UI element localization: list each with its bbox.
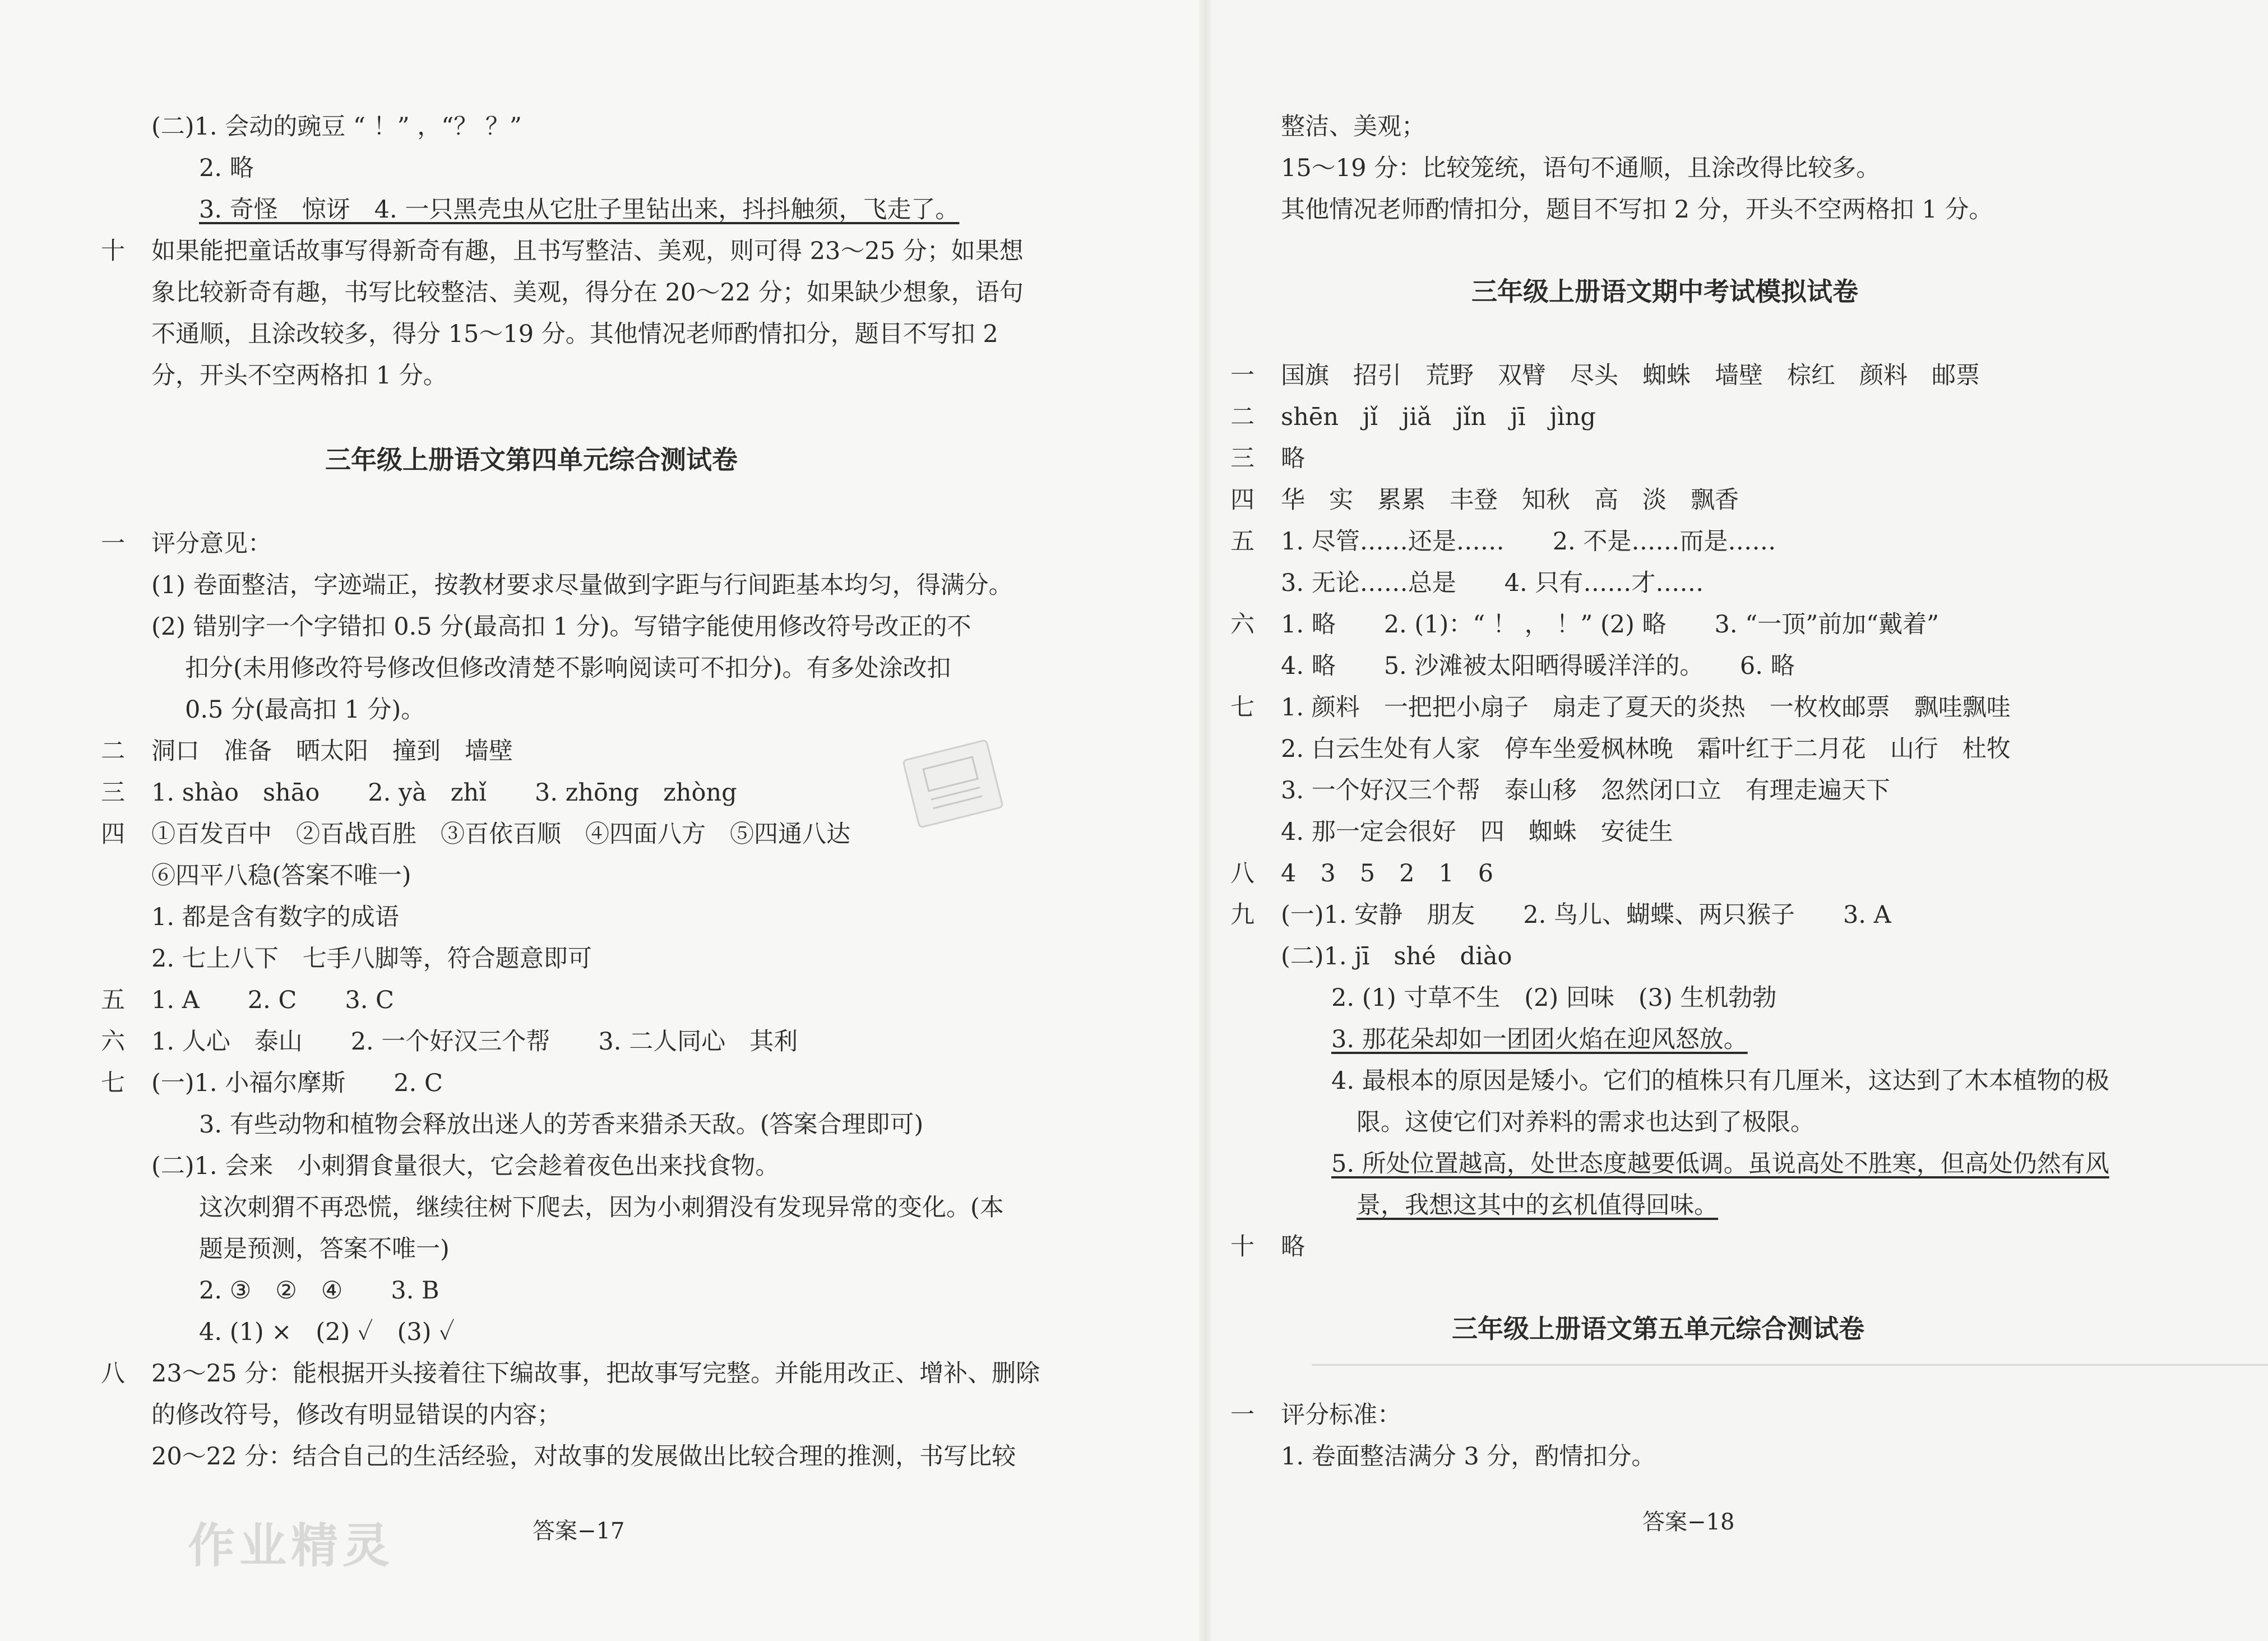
question-number: 十: [101, 237, 125, 265]
answer-line: 略: [1281, 445, 1305, 473]
question-number: 一: [1230, 362, 1255, 390]
answer-line: 限。这使它们对养料的需求也达到了极限。: [1357, 1108, 1815, 1136]
answer-line: 略: [1281, 1233, 1305, 1261]
question-number: 十: [1230, 1233, 1255, 1261]
answer-line: 3. 一个好汉三个帮 泰山移 忽然闭口立 有理走遍天下: [1281, 776, 1890, 805]
question-number: 四: [101, 820, 125, 848]
answer-line: 景，我想这其中的玄机值得回味。: [1357, 1191, 1718, 1219]
answer-line: 3. 那花朵却如一团团火焰在迎风怒放。: [1331, 1025, 1748, 1053]
answer-line: ①百发百中 ②百战百胜 ③百依百顺 ④四面八方 ⑤四通八达: [151, 820, 850, 848]
question-number: 三: [101, 779, 125, 807]
answer-line: shēn jǐ jiǎ jǐn jī jìng: [1281, 403, 1596, 431]
answer-line: 5. 所处位置越高，处世态度越要低调。虽说高处不胜寒，但高处仍然有风: [1331, 1150, 2109, 1178]
answer-line: 15～19 分：比较笼统，语句不通顺，且涂改得比较多。: [1281, 154, 1881, 182]
page-number: 答案−18: [1642, 1509, 1735, 1535]
answer-line: 2. ③ ② ④ 3. B: [199, 1277, 439, 1305]
answer-line: 4. 最根本的原因是矮小。它们的植株只有几厘米，这达到了木本植物的极: [1331, 1067, 2109, 1095]
answer-line: 3. 无论……总是 4. 只有……才……: [1281, 569, 1704, 597]
answer-line: 整洁、美观；: [1281, 113, 1425, 141]
answer-line: ⑥四平八稳(答案不唯一): [151, 862, 411, 890]
answer-line: (1) 卷面整洁，字迹端正，按教材要求尽量做到字距与行间距基本均匀，得满分。: [151, 571, 1013, 599]
answer-line: 1. 卷面整洁满分 3 分，酌情扣分。: [1281, 1443, 1656, 1471]
answer-line: 0.5 分(最高扣 1 分)。: [185, 696, 425, 724]
question-number: 一: [101, 530, 125, 558]
watermark: 作业精灵: [188, 1518, 395, 1573]
question-number: 七: [101, 1069, 125, 1097]
section-title: 三年级上册语文期中考试模拟试卷: [1471, 276, 1858, 307]
question-number: 五: [1230, 528, 1255, 556]
question-number: 六: [101, 1028, 125, 1056]
answer-line: 其他情况老师酌情扣分，题目不写扣 2 分，开头不空两格扣 1 分。: [1281, 196, 1993, 224]
answer-line: 4. 略 5. 沙滩被太阳晒得暖洋洋的。 6. 略: [1281, 652, 1795, 680]
answer-line: 4. 那一定会很好 四 蜘蛛 安徒生: [1281, 818, 1673, 846]
question-number: 三: [1230, 445, 1255, 473]
answer-line: 分，开头不空两格扣 1 分。: [151, 362, 447, 390]
divider: [1312, 1364, 2268, 1366]
answer-line: 1. A 2. C 3. C: [151, 986, 394, 1014]
answer-line: 2. (1) 寸草不生 (2) 回味 (3) 生机勃勃: [1331, 984, 1777, 1012]
answer-line: (2) 错别字一个字错扣 0.5 分(最高扣 1 分)。写错字能使用修改符号改正的不: [151, 613, 971, 641]
answer-line: 洞口 准备 晒太阳 撞到 墙壁: [151, 737, 513, 765]
answer-line: 4 3 5 2 1 6: [1281, 859, 1494, 887]
answer-line: 20～22 分：结合自己的生活经验，对故事的发展做出比较合理的推测，书写比较: [151, 1443, 1016, 1471]
answer-line: 不通顺，且涂改较多，得分 15～19 分。其他情况老师酌情扣分，题目不写扣 2: [151, 320, 998, 348]
answer-line: 评分标准：: [1281, 1401, 1401, 1429]
answer-line: 1. 略 2. (1)：“ ！ ， ！” (2) 略 3. “一顶”前加“戴着”: [1281, 611, 1940, 639]
answer-line: (一)1. 小福尔摩斯 2. C: [151, 1069, 443, 1097]
answer-line: 1. 人心 泰山 2. 一个好汉三个帮 3. 二人同心 其利: [151, 1028, 798, 1056]
answer-line: 华 实 累累 丰登 知秋 高 淡 飘香: [1281, 486, 1739, 514]
question-number: 四: [1230, 486, 1255, 514]
section-title: 三年级上册语文第五单元综合测试卷: [1452, 1314, 1864, 1344]
answer-line: 如果能把童话故事写得新奇有趣，且书写整洁、美观，则可得 23～25 分；如果想: [151, 237, 1024, 265]
answer-line: 23～25 分：能根据开头接着往下编故事，把故事写完整。并能用改正、增补、删除: [151, 1360, 1040, 1388]
section-title: 三年级上册语文第四单元综合测试卷: [325, 445, 738, 475]
question-number: 八: [101, 1360, 125, 1388]
answer-line: (二)1. 会动的豌豆 “ ！” ，“？ ？”: [151, 113, 522, 141]
answer-line: 题是预测，答案不唯一): [199, 1235, 450, 1263]
answer-line: 2. 白云生处有人家 停车坐爱枫林晚 霜叶红于二月花 山行 杜牧: [1281, 735, 2011, 763]
answer-line: 1. 颜料 一把把小扇子 扇走了夏天的炎热 一枚枚邮票 飘哇飘哇: [1281, 694, 2011, 722]
answer-line: 4. (1) × (2) ✓ (3) ✓: [199, 1318, 455, 1346]
question-number: 七: [1230, 694, 1255, 722]
answer-line: (二)1. 会来 小刺猬食量很大，它会趁着夜色出来找食物。: [151, 1152, 780, 1180]
answer-line: 2. 七上八下 七手八脚等，符合题意即可: [151, 945, 592, 973]
answer-line: 1. shào shāo 2. yà zhǐ 3. zhōng zhòng: [151, 779, 737, 807]
answer-line: 3. 有些动物和植物会释放出迷人的芳香来猎杀天敌。(答案合理即可): [199, 1111, 924, 1139]
book-spine: [1198, 0, 1212, 1641]
answer-line: 象比较新奇有趣，书写比较整洁、美观，得分在 20～22 分；如果缺少想象，语句: [151, 279, 1024, 307]
question-number: 五: [101, 986, 125, 1014]
question-number: 八: [1230, 859, 1255, 887]
question-number: 二: [101, 737, 125, 765]
question-number: 九: [1230, 901, 1255, 929]
page-number: 答案−17: [533, 1518, 625, 1544]
answer-line: (二)1. jī shé diào: [1281, 942, 1512, 970]
answer-line: 的修改符号，修改有明显错误的内容；: [151, 1401, 561, 1429]
answer-line: 国旗 招引 荒野 双臂 尽头 蜘蛛 墙壁 棕红 颜料 邮票: [1281, 362, 1980, 390]
answer-line: 1. 尽管……还是…… 2. 不是……而是……: [1281, 528, 1776, 556]
answer-line: 3. 奇怪 惊讶 4. 一只黑壳虫从它肚子里钻出来，抖抖触须，飞走了。: [199, 196, 960, 224]
answer-line: 这次刺猬不再恐慌，继续往树下爬去，因为小刺猬没有发现异常的变化。(本: [199, 1194, 1004, 1222]
question-number: 六: [1230, 611, 1255, 639]
answer-line: 1. 都是含有数字的成语: [151, 903, 399, 931]
answer-line: (一)1. 安静 朋友 2. 鸟儿、蝴蝶、两只猴子 3. A: [1281, 901, 1891, 929]
answer-line: 扣分(未用修改符号修改但修改清楚不影响阅读可不扣分)。有多处涂改扣: [185, 654, 951, 682]
answer-line: 评分意见：: [151, 530, 272, 558]
question-number: 一: [1230, 1401, 1255, 1429]
answer-line: 2. 略: [199, 154, 254, 182]
question-number: 二: [1230, 403, 1255, 431]
